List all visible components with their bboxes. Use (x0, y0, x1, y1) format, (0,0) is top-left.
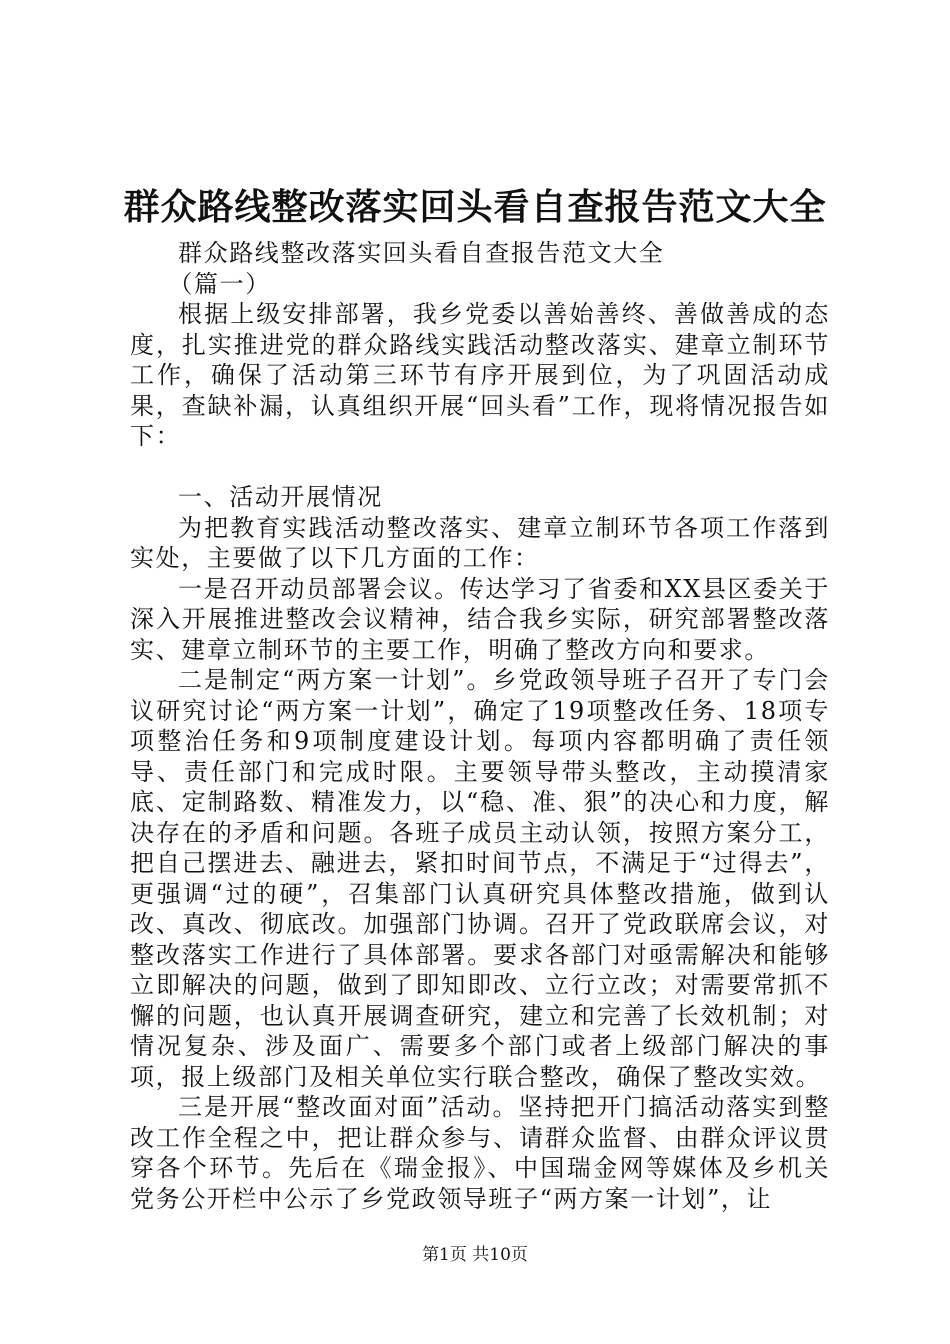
body-paragraph: 三是开展“整改面对面”活动。坚持把开门搞活动落实到整改工作全程之中，把让群众参与、请群众监督、由群众评议贯穿各个环节。先后在《瑞金报》、中国瑞金网等媒体及乡机关党务公开栏中公示了乡党政领导班子“两方案一计划”，让 (130, 1093, 830, 1213)
body-paragraph: 群众路线整改落实回头看自查报告范文大全 (178, 239, 665, 267)
body-paragraph: （篇一） (168, 269, 271, 298)
blank-line (130, 452, 830, 483)
document-title: 群众路线整改落实回头看自查报告范文大全 (123, 186, 827, 228)
body-paragraph: 二是制定“两方案一计划”。乡党政领导班子召开了专门会议研究讨论“两方案一计划”，确定了19项整改任务、18项专项整治任务和9项制度建设计划。每项内容都明确了责任领导、责任部门和完成时限。主要领导带头整改，主动摸清家底、定制路数、精准发力，以“稳、准、狠”的决心和力度，解决存在的矛盾和问题。各班子成员主动认领，按照方案分工，把自己摆进去、融进去，紧扣时间节点，不满足于“过得去”，更强调“过的硬”，召集部门认真研究具体整改措施，做到认改、真改、彻底改。加强部门协调。召开了党政联席会议，对整改落实工作进行了具体部署。要求各部门对亟需解决和能够立即解决的问题，做到了即知即改、立行立改；对需要常抓不懈的问题，也认真开展调查研究，建立和完善了长效机制；对情况复杂、涉及面广、需要多个部门或者上级部门解决的事项，报上级部门及相关单位实行联合整改，确保了整改实效。 (130, 666, 830, 1091)
body-paragraph: 根据上级安排部署，我乡党委以善始善终、善做善成的态度，扎实推进党的群众路线实践活动整改落实、建章立制环节工作，确保了活动第三环节有序开展到位，为了巩固活动成果，查缺补漏，认真组织开展“回头看”工作，现将情况报告如下： (130, 300, 830, 450)
section-heading: 一、活动开展情况 (178, 483, 383, 511)
document-body (130, 238, 830, 1214)
body-paragraph: 为把教育实践活动整改落实、建章立制环节各项工作落到实处，主要做了以下几方面的工作： (130, 513, 830, 572)
page-number-footer: 第1页 共10页 (422, 1245, 528, 1265)
body-paragraph: 一是召开动员部署会议。传达学习了省委和XX县区委关于深入开展推进整改会议精神，结合我乡实际，研究部署整改落实、建章立制环节的主要工作，明确了整改方向和要求。 (130, 574, 830, 664)
